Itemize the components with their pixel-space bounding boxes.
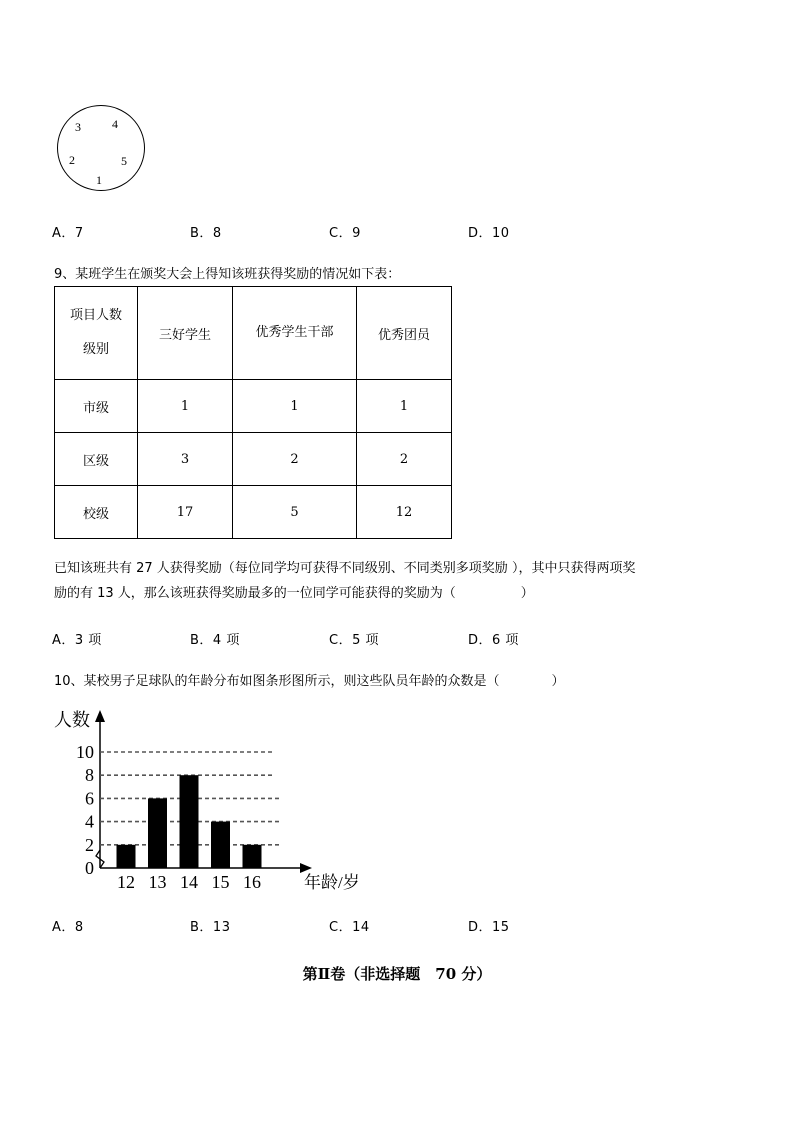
option-a[interactable]: A．8: [52, 920, 84, 935]
bar: [211, 822, 230, 868]
section-title: 第Ⅱ卷（非选择题 70 分）: [302, 965, 492, 983]
circle-number: 4: [112, 117, 118, 131]
column-header: 三好学生: [138, 287, 233, 380]
age-bar-chart: [0, 700, 420, 900]
table-cell: 5: [233, 486, 357, 539]
option-a[interactable]: A．3 项: [52, 633, 102, 648]
y-tick-label: 4: [85, 811, 94, 832]
table-row: [55, 433, 452, 486]
option-a[interactable]: A．7: [52, 226, 84, 241]
option-b[interactable]: B．8: [190, 226, 222, 241]
column-header: 优秀团员: [357, 287, 452, 380]
y-axis-arrow: [95, 710, 105, 722]
bar: [243, 845, 262, 868]
row-label: 市级: [55, 380, 138, 433]
x-tick-label: 13: [148, 872, 167, 892]
option-b[interactable]: B．13: [190, 920, 231, 935]
question-9-stem: 9、某班学生在颁奖大会上得知该班获得奖励的情况如下表：: [54, 267, 401, 282]
corner-top-label: 项目人数: [69, 308, 122, 323]
table-cell: 2: [233, 433, 357, 486]
corner-bottom-label: 级别: [82, 342, 109, 357]
circle-number: 2: [69, 153, 75, 167]
option-c[interactable]: C．9: [329, 226, 361, 241]
bar: [117, 845, 136, 868]
table-cell: 1: [138, 380, 233, 433]
x-tick-label: 12: [117, 872, 135, 892]
y-tick-label: 10: [76, 742, 94, 762]
option-d[interactable]: D．15: [468, 920, 510, 935]
circle-number: 3: [75, 120, 81, 134]
y-tick-label: 8: [85, 765, 94, 786]
circle-number: 1: [96, 173, 102, 187]
table-row: [55, 486, 452, 539]
table-cell: 1: [233, 380, 357, 433]
option-b[interactable]: B．4 项: [190, 633, 240, 648]
question-9-line-2: 励的有 13 人，那么该班获得奖励最多的一位同学可能获得的奖励为（ ）: [54, 586, 534, 601]
question-9-line-1: 已知该班共有 27 人获得奖励（每位同学均可获得不同级别、不同类别多项奖励 ），其中只获得两项奖: [54, 561, 636, 576]
table-cell: 3: [138, 433, 233, 486]
option-c[interactable]: C．14: [329, 920, 370, 935]
question-9-text: [54, 556, 744, 606]
x-axis-label: 年龄/岁: [304, 873, 360, 892]
table-cell: 17: [138, 486, 233, 539]
table-cell: 2: [357, 433, 452, 486]
option-d[interactable]: D．10: [468, 226, 510, 241]
bar: [180, 775, 199, 868]
x-tick-label: 14: [180, 872, 198, 892]
table-cell: 1: [357, 380, 452, 433]
question-10-stem: 10、某校男子足球队的年龄分布如图条形图所示，则这些队员年龄的众数是（ ）: [54, 674, 565, 689]
award-table: [54, 286, 452, 539]
y-tick-label: 6: [85, 788, 94, 809]
row-label: 区级: [55, 433, 138, 486]
x-tick-label: 16: [243, 872, 261, 892]
table-row: [55, 380, 452, 433]
x-tick-label: 15: [211, 872, 230, 892]
bar: [148, 798, 167, 868]
column-header: 优秀学生干部: [233, 287, 357, 380]
y-tick-label: 2: [85, 834, 94, 855]
y-axis-label: 人数: [54, 710, 90, 730]
table-corner-cell: [55, 287, 138, 380]
option-d[interactable]: D．6 项: [468, 633, 519, 648]
row-label: 校级: [55, 486, 138, 539]
y-tick-label: 0: [85, 858, 94, 878]
circle-number: 5: [121, 154, 127, 168]
table-cell: 12: [357, 486, 452, 539]
x-axis-arrow: [300, 863, 312, 873]
option-c[interactable]: C．5 项: [329, 633, 379, 648]
